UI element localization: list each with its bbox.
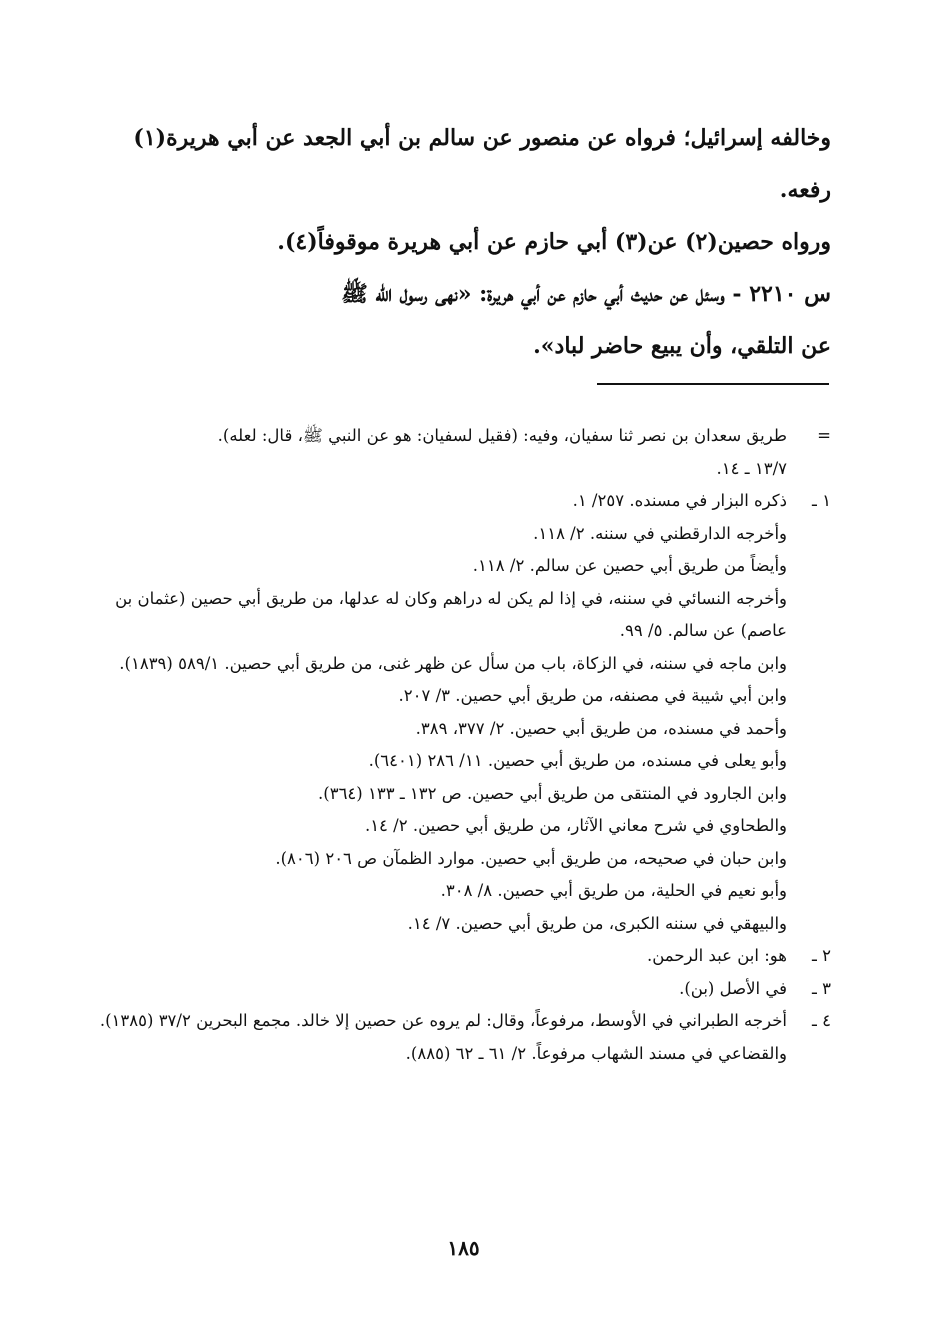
footnote-3 — [91, 973, 831, 1006]
footnote-marker: ٤ ـ — [812, 1011, 831, 1030]
footnote-marker: ٢ ـ — [812, 946, 831, 965]
main-text — [91, 112, 831, 372]
footnote-divider — [597, 383, 829, 385]
footnote-line: هو: ابن عبد الرحمن. — [646, 946, 787, 965]
footnote-line: والقضاعي في مسند الشهاب مرفوعاً. ٢/ ٦١ ـ ٦٢ (٨٨٥). — [405, 1043, 787, 1063]
footnote-line: والبيهقي في سننه الكبرى، من طريق أبي حصين. ٧/ ١٤. — [407, 913, 787, 933]
footnote-line: وابن ماجه في سننه، في الزكاة، باب من سأل عن ظهر غنى، من طريق أبي حصين. ٥٨٩/١ (١٨٣٩). — [119, 653, 787, 673]
footnote-line: وأيضاً من طريق أبي حصين عن سالم. ٢/ ١١٨. — [472, 556, 787, 575]
footnote-1 — [91, 485, 831, 940]
footnote-line: وأبو نعيم في الحلية، من طريق أبي حصين. ٨/ ٣٠٨. — [440, 881, 787, 900]
footnote-marker: = — [817, 426, 831, 445]
footnote-marker: ١ ـ — [812, 491, 831, 510]
footnote-line: ذكره البزار في مسنده. ٢٥٧/ ١. — [572, 491, 787, 510]
footnote-line: طريق سعدان بن نصر ثنا سفيان، وفيه: (فقيل لسفيان: هو عن النبي ﷺ، قال: لعله). — [217, 426, 787, 445]
footnote-line: والطحاوي في شرح معاني الآثار، من طريق أبي حصين. ٢/ ١٤. — [364, 816, 787, 835]
footnote-line: وأبو يعلى في مسنده، من طريق أبي حصين. ١١/ ٢٨٦ (٦٤٠١). — [368, 751, 787, 770]
main-line: س ٢٢١٠ - وسئل عن حديث أبي حازم عن أبي هريرة: «نهى رسول الله ﷺ — [341, 281, 831, 307]
footnote-line: في الأصل (بن). — [679, 978, 787, 998]
page-number: ١٨٥ — [447, 1236, 480, 1260]
footnote-line: وأخرجه النسائي في سننه، في إذا لم يكن له دراهم وكان له عدلها، من طريق أبي حصين (عثمان بن عاصم) عن سالم. ٥/ ٩٩. — [115, 588, 787, 640]
footnote-line: وابن الجارود في المنتقى من طريق أبي حصين. ص ١٣٢ ـ ١٣٣ (٣٦٤). — [318, 783, 787, 803]
main-line: ورواه حصين(٢) عن(٣) أبي حازم عن أبي هريرة موقوفاً(٤). — [277, 229, 831, 255]
footnote-4 — [91, 1005, 831, 1070]
footnote-marker: ٣ ـ — [812, 978, 831, 998]
footnotes — [91, 420, 831, 1070]
footnote-continuation — [91, 420, 831, 485]
footnote-line: وأحمد في مسنده، من طريق أبي حصين. ٢/ ٣٧٧، ٣٨٩. — [415, 718, 787, 738]
footnote-line: ١٣/٧ ـ ١٤. — [716, 458, 787, 478]
footnote-line: أخرجه الطبراني في الأوسط، مرفوعاً، وقال: لم يروه عن حصين إلا خالد. مجمع البحرين ٣٧/٢ (١٣٨٥). — [99, 1011, 787, 1030]
footnote-2 — [91, 940, 831, 973]
footnote-line: وابن حبان في صحيحه، من طريق أبي حصين. موارد الظمآن ص ٢٠٦ (٨٠٦). — [275, 848, 787, 868]
main-line: عن التلقي، وأن يبيع حاضر لباد». — [533, 333, 831, 359]
main-line: وخالفه إسرائيل؛ فرواه عن منصور عن سالم بن أبي الجعد عن أبي هريرة(١) رفعه. — [133, 125, 831, 203]
footnote-line: وابن أبي شيبة في مصنفه، من طريق أبي حصين. ٣/ ٢٠٧. — [398, 686, 787, 705]
footnote-line: وأخرجه الدارقطني في سننه. ٢/ ١١٨. — [533, 523, 787, 543]
